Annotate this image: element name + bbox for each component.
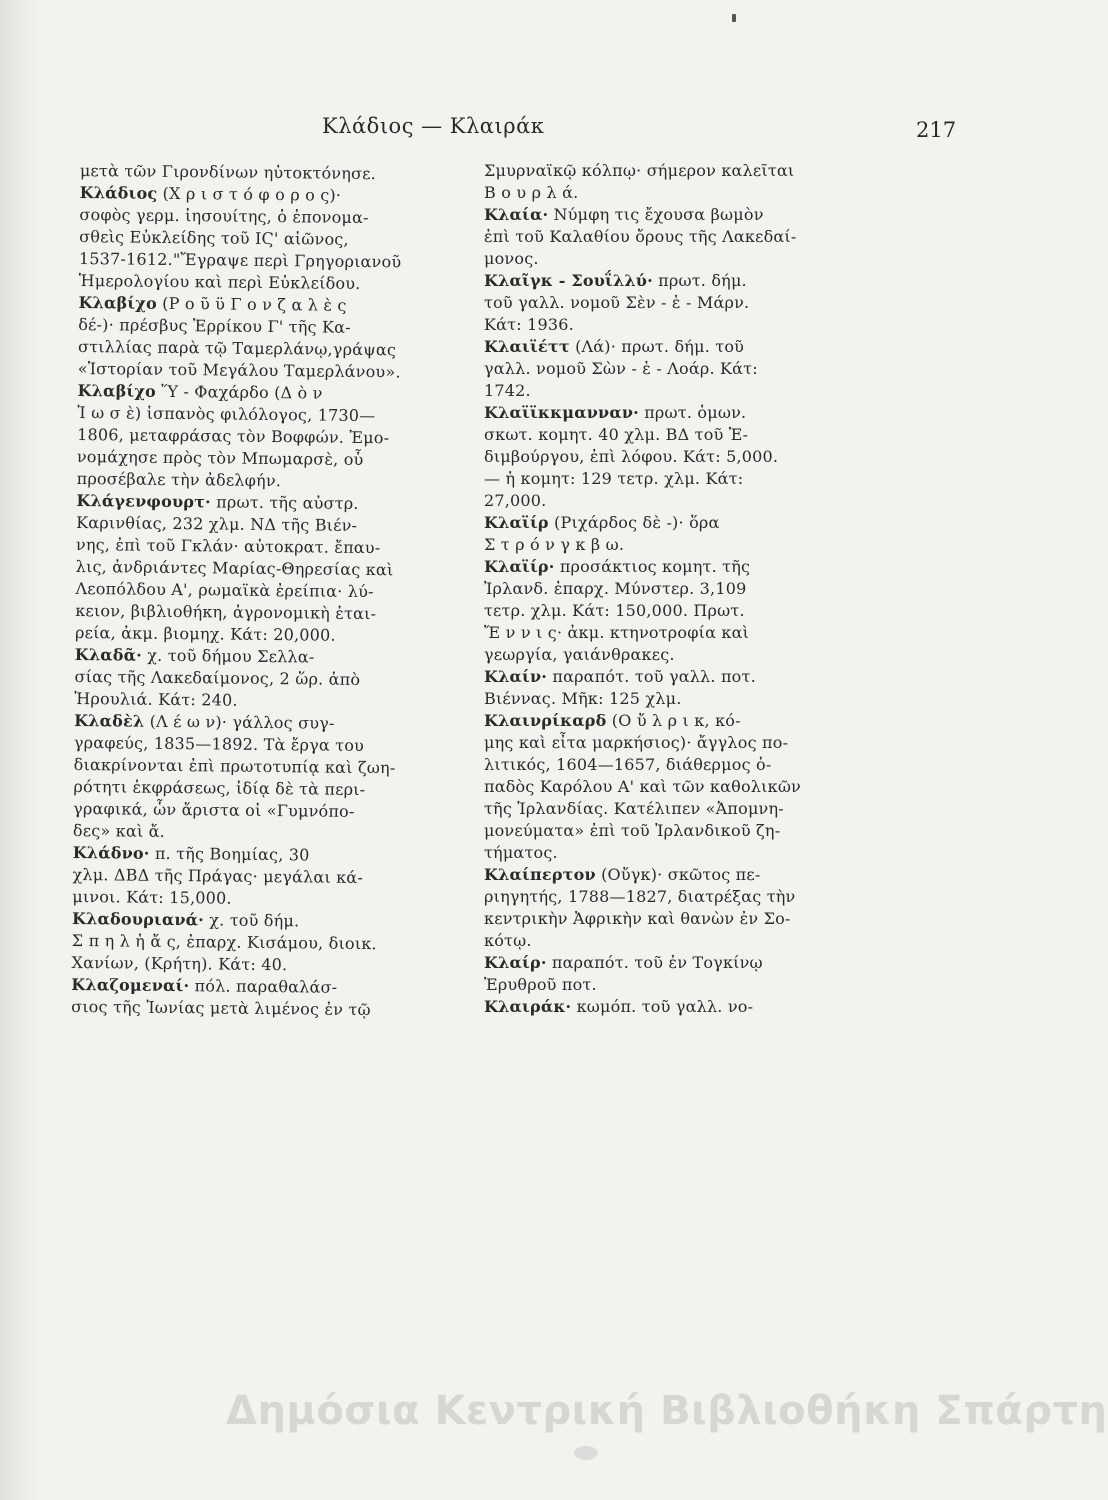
entry-text: δέ-)· πρέσβυς Ἑρρίκου Γ' τῆς Κα- bbox=[78, 314, 351, 337]
text-line bbox=[484, 842, 862, 864]
entry-text: σθεὶς Εὐκλείδης τοῦ ΙϚ' αἰῶνος, bbox=[79, 226, 349, 249]
entry-text: Ἡμερολογίου καὶ περὶ Εὐκλείδου. bbox=[78, 270, 361, 293]
entry-headword: Κλαϊίρ bbox=[484, 513, 549, 532]
entry-headword: Κλαῖγκ - Σουΐλλύ· bbox=[484, 271, 653, 290]
entry-text: 27,000. bbox=[484, 491, 547, 510]
text-line bbox=[484, 644, 862, 666]
entry-text: γραφεύς, 1835—1892. Τὰ ἔργα του bbox=[73, 732, 365, 756]
entry-text: τετρ. χλμ. Κάτ: 150,000. Πρωτ. bbox=[484, 601, 745, 620]
entry-text: σοφὸς γερμ. ἰησουίτης, ὁ ἐπονομα- bbox=[79, 204, 369, 228]
entry-headword: Κλαιράκ· bbox=[484, 997, 572, 1016]
entry-text: Σ τ ρ ό ν γ κ β ω. bbox=[484, 535, 625, 554]
entry-text: χλμ. ΔΒΔ τῆς Πράγας· μεγάλαι κά- bbox=[72, 864, 364, 888]
text-line bbox=[484, 600, 862, 622]
entry-text: σίας τῆς Λακεδαίμονος, 2 ὥρ. ἀπὸ bbox=[74, 666, 361, 689]
entry-headword: Κλαίρ· bbox=[484, 953, 547, 972]
entry-headword: Κλαβίχο bbox=[77, 380, 157, 401]
entry-text: 1742. bbox=[484, 381, 531, 400]
entry-text: Β ο υ ρ λ ά. bbox=[484, 183, 579, 202]
entry-text: Καρινθίας, 232 χλμ. ΝΔ τῆς Βιέν- bbox=[76, 512, 358, 535]
text-line bbox=[484, 930, 862, 952]
entry-text: μονεύματα» ἐπὶ τοῦ Ἰρλανδικοῦ ζη- bbox=[484, 821, 781, 840]
text-line bbox=[484, 864, 862, 886]
entry-text: διμβούργου, ἐπὶ λόφου. Κάτ: 5,000. bbox=[484, 447, 779, 466]
entry-headword: Κλαίπερτον bbox=[484, 865, 596, 884]
entry-text: π. τῆς Βοημίας, 30 bbox=[149, 843, 310, 865]
text-line bbox=[484, 446, 862, 468]
entry-headword: Κλαϊϊκκμανναν· bbox=[484, 403, 639, 422]
text-line bbox=[484, 226, 862, 248]
entry-text: πρωτ. τῆς αὐστρ. bbox=[210, 492, 359, 513]
entry-text: κότῳ. bbox=[484, 931, 532, 950]
entry-text: Ἔ ν ν ι ς· ἀκμ. κτηνοτροφία καὶ bbox=[484, 623, 750, 642]
entry-text: (Ριχάρδος δὲ -)· ὅρα bbox=[548, 513, 720, 532]
entry-text: (Ο ὔ λ ρ ι κ, κό- bbox=[606, 711, 741, 730]
entry-text: ἐπὶ τοῦ Καλαθίου ὄρους τῆς Λακεδαί- bbox=[484, 227, 797, 246]
print-speck bbox=[732, 14, 736, 22]
entry-text: — ἡ κομητ: 129 τετρ. χλμ. Κάτ: bbox=[484, 469, 744, 488]
entry-text: πόλ. παραθαλάσ- bbox=[189, 976, 338, 997]
text-line bbox=[484, 490, 862, 512]
text-line bbox=[484, 402, 862, 424]
text-line bbox=[484, 754, 862, 776]
text-line bbox=[484, 776, 862, 798]
text-line bbox=[484, 314, 862, 336]
entry-text: (Οὔγκ)· σκῶτος πε- bbox=[595, 865, 761, 884]
text-line bbox=[484, 908, 862, 930]
entry-text: μινοι. Κάτ: 15,000. bbox=[72, 886, 232, 908]
entry-text: σκωτ. κομητ. 40 χλμ. ΒΔ τοῦ Ἐ- bbox=[484, 425, 749, 444]
entry-text: παδὸς Καρόλου Α' καὶ τῶν καθολικῶν bbox=[484, 777, 801, 796]
page-number: 217 bbox=[916, 118, 957, 142]
text-line bbox=[484, 622, 862, 644]
text-line bbox=[484, 886, 862, 908]
entry-text: γαλλ. νομοῦ Σὼν - ἑ - Λοάρ. Κάτ: bbox=[484, 359, 758, 378]
entry-text: στιλλίας παρὰ τῷ Ταμερλάνῳ,γράψας bbox=[77, 336, 397, 360]
entry-text: (Λ έ ω ν)· γάλλος συγ- bbox=[144, 711, 335, 733]
text-line bbox=[484, 468, 862, 490]
header-title: Κλάδιος — Κλαιράκ bbox=[322, 114, 545, 138]
entry-text: κεντρικὴν Ἀφρικὴν καὶ θανὼν ἐν Σο- bbox=[484, 909, 791, 928]
text-line bbox=[484, 996, 862, 1018]
entry-text: παραπότ. τοῦ ἐν Τογκίνῳ bbox=[546, 953, 763, 972]
entry-text: Ἡρουλιά. Κάτ: 240. bbox=[74, 688, 238, 710]
entry-headword: Κλαϊίρ· bbox=[484, 557, 555, 576]
entry-text: μετὰ τῶν Γιρονδίνων ηὐτοκτόνησε. bbox=[79, 160, 377, 184]
running-header bbox=[0, 114, 1018, 154]
entry-headword: Κλάδιος bbox=[79, 182, 158, 203]
entry-text: πρωτ. δήμ. bbox=[652, 271, 747, 290]
entry-text: μης καὶ εἶτα μαρκήσιος)· ἄγγλος πο- bbox=[484, 733, 789, 752]
entry-text: Σ π η λ ἡ ἄ ς, ἐπαρχ. Κισάμου, διοικ. bbox=[71, 930, 377, 954]
entry-text: 1537-1612."Ἔγραψε περὶ Γρηγοριανοῦ bbox=[78, 248, 402, 272]
entry-headword: Κλαδουριανά· bbox=[71, 908, 205, 930]
entry-text: Βιέννας. Μῆκ: 125 χλμ. bbox=[484, 689, 682, 708]
text-line bbox=[484, 710, 862, 732]
entry-text: Λεοπόλδου Α', ρωμαϊκὰ ἐρείπια· λύ- bbox=[75, 578, 374, 602]
left-column bbox=[71, 160, 440, 1022]
entry-text: γεωργία, γαιάνθρακες. bbox=[484, 645, 675, 664]
entry-headword: Κλαιϊέττ bbox=[484, 337, 570, 356]
entry-text: πρωτ. ὁμων. bbox=[638, 403, 747, 422]
entry-text: Κάτ: 1936. bbox=[484, 315, 574, 334]
text-line bbox=[484, 534, 862, 556]
entry-text: κειον, βιβλιοθήκη, ἀγρονομικὴ ἑται- bbox=[75, 600, 377, 624]
text-line bbox=[484, 820, 862, 842]
text-line bbox=[484, 974, 862, 996]
right-column bbox=[484, 160, 862, 1018]
library-watermark: Δημόσια Κεντρική Βιβλιοθήκη Σπάρτη bbox=[226, 1388, 1108, 1434]
text-line bbox=[71, 996, 431, 1022]
entry-headword: Κλαδὲλ bbox=[74, 710, 145, 731]
entry-headword: Κλάδνο· bbox=[72, 842, 150, 863]
stamp-mark bbox=[574, 1446, 598, 1460]
entry-headword: Κλαινρίκαρδ bbox=[484, 711, 607, 730]
entry-text: τήματος. bbox=[484, 843, 558, 862]
entry-text: «Ἱστορίαν τοῦ Μεγάλου Ταμερλάνου». bbox=[77, 358, 401, 382]
entry-text: 1806, μεταφράσας τὸν Βοφφών. Ἐμο- bbox=[77, 424, 390, 448]
entry-text: (Ρ ο ῦ ϋ Γ ο ν ζ α λ ὲ ς bbox=[156, 293, 347, 315]
text-line bbox=[484, 732, 862, 754]
text-line bbox=[484, 182, 862, 204]
text-line bbox=[484, 424, 862, 446]
entry-text: Χανίων, (Κρήτη). Κάτ: 40. bbox=[71, 952, 288, 975]
text-line bbox=[484, 336, 862, 358]
entry-text: προσέβαλε τὴν ἀδελφήν. bbox=[76, 468, 282, 491]
entry-text: χ. τοῦ δήμου Σελλα- bbox=[141, 645, 315, 667]
entry-text: λιτικός, 1604—1657, διάθερμος ὀ- bbox=[484, 755, 772, 774]
text-line bbox=[484, 952, 862, 974]
entry-text: Ἐρυθροῦ ποτ. bbox=[484, 975, 597, 994]
text-line bbox=[484, 798, 862, 820]
entry-text: σιος τῆς Ἰωνίας μετὰ λιμένος ἐν τῷ bbox=[71, 996, 371, 1020]
entry-text: Ὕ - Φαχάρδο (Δ ὸ ν bbox=[155, 381, 323, 403]
entry-text: λις, ἀνδριάντες Μαρίας-Θηρεσίας καὶ bbox=[75, 556, 394, 580]
entry-text: τῆς Ἰρλανδίας. Κατέλιπεν «Ἀπομνη- bbox=[484, 799, 784, 818]
text-line bbox=[484, 204, 862, 226]
entry-text: παραπότ. τοῦ γαλλ. ποτ. bbox=[547, 667, 756, 686]
entry-text: προσάκτιος κομητ. τῆς bbox=[554, 557, 751, 576]
text-line bbox=[484, 666, 862, 688]
text-line bbox=[484, 688, 862, 710]
entry-text: κωμόπ. τοῦ γαλλ. νο- bbox=[571, 997, 754, 1016]
entry-text: Ἰρλανδ. ἐπαρχ. Μύνστερ. 3,109 bbox=[484, 579, 747, 598]
entry-text: ρεία, ἀκμ. βιομηχ. Κάτ: 20,000. bbox=[74, 622, 336, 645]
entry-text: νης, ἐπὶ τοῦ Γκλάν· αὐτοκρατ. ἔπαυ- bbox=[75, 534, 381, 558]
entry-text: (Χ ρ ι σ τ ό φ ο ρ ο ς)· bbox=[157, 183, 342, 205]
entry-text: ρότητι ἐκφράσεως, ἰδίᾳ δὲ τὰ περι- bbox=[73, 776, 366, 800]
text-line bbox=[484, 160, 862, 182]
text-line bbox=[484, 556, 862, 578]
text-line bbox=[484, 248, 862, 270]
entry-text: δες» καὶ ἄ. bbox=[72, 820, 166, 841]
text-line bbox=[484, 292, 862, 314]
entry-headword: Κλαδᾶ· bbox=[74, 644, 143, 665]
entry-headword: Κλαβίχο bbox=[78, 292, 158, 313]
text-line bbox=[484, 270, 862, 292]
text-line bbox=[484, 578, 862, 600]
entry-text: (Λά)· πρωτ. δήμ. τοῦ bbox=[569, 337, 745, 356]
entry-text: ριηγητής, 1788—1827, διατρέξας τὴν bbox=[484, 887, 796, 906]
entry-headword: Κλαίν· bbox=[484, 667, 548, 686]
text-line bbox=[484, 380, 862, 402]
entry-headword: Κλάγενφουρτ· bbox=[76, 490, 211, 512]
entry-text: χ. τοῦ δήμ. bbox=[203, 910, 300, 931]
entry-text: τοῦ γαλλ. νομοῦ Σὲν - ἑ - Μάρν. bbox=[484, 293, 750, 312]
entry-headword: Κλαία· bbox=[484, 205, 549, 224]
entry-text: νομάχησε πρὸς τὸν Μπωμαρσὲ, οὗ bbox=[76, 446, 364, 469]
text-line bbox=[484, 358, 862, 380]
entry-text: γραφικά, ὧν ἄριστα οἱ «Γυμνόπο- bbox=[73, 798, 355, 821]
entry-text: μονος. bbox=[484, 249, 539, 268]
entry-text: διακρίνονται ἐπὶ πρωτοτυπίᾳ καὶ ζωη- bbox=[73, 754, 396, 778]
text-line bbox=[484, 512, 862, 534]
entry-text: Ἰ ω σ ὲ) ἱσπανὸς φιλόλογος, 1730— bbox=[77, 402, 376, 426]
entry-headword: Κλαζομεναί· bbox=[71, 974, 190, 996]
entry-text: Σμυρναϊκῷ κόλπῳ· σήμερον καλεῖται bbox=[484, 161, 795, 180]
page-edge-shadow bbox=[0, 0, 40, 1500]
entry-text: Νύμφη τις ἔχουσα βωμὸν bbox=[548, 205, 764, 224]
